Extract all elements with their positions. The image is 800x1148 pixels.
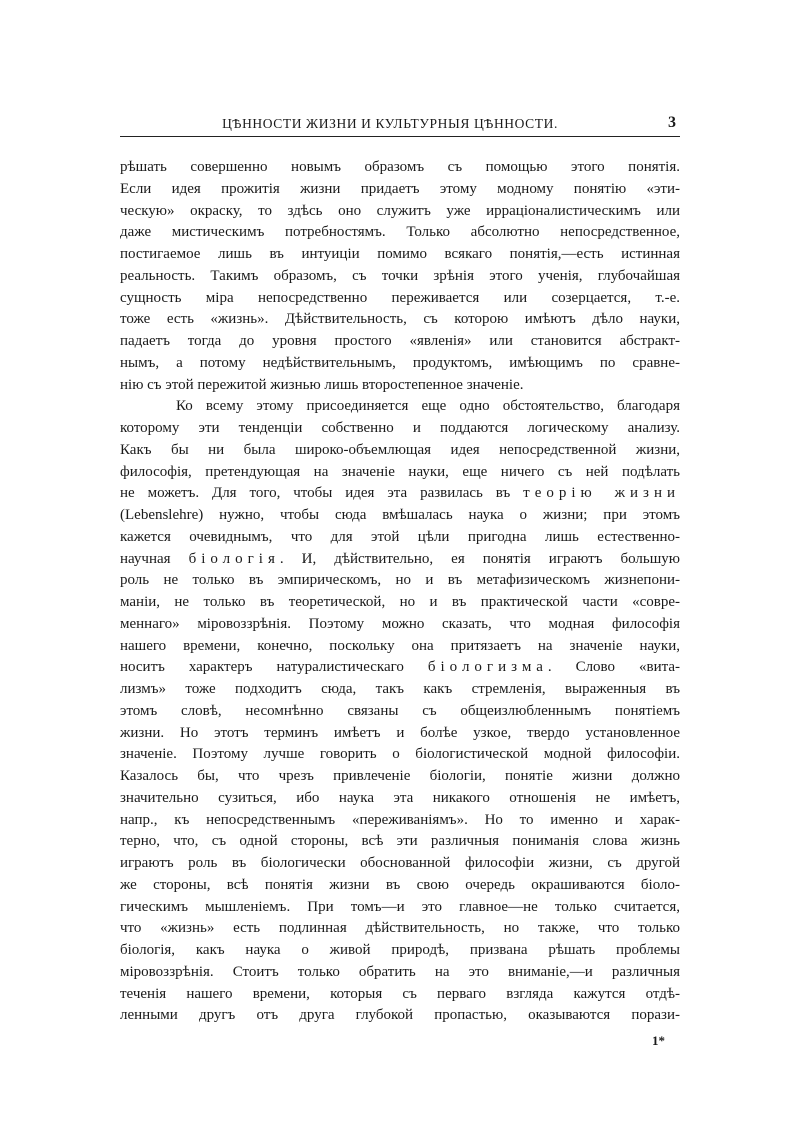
text-line (120, 201, 680, 223)
text-line (120, 723, 680, 745)
text-line (120, 766, 680, 788)
text-segment: Ко всему этому присоединяется еще одно обстоятельство, благодаря (176, 398, 680, 415)
text-line (120, 353, 680, 375)
text-line (120, 875, 680, 897)
text-segment: нашего времени, конечно, поскольку она притязаетъ на значеніе науки, (120, 637, 680, 654)
text-line (120, 592, 680, 614)
text-segment: сущность міра непосредственно переживается или созерцается, т.-е. (120, 289, 680, 306)
emphasized-text: біологизма (427, 659, 548, 676)
text-line (120, 440, 680, 462)
text-segment: роль не только въ эмпирическомъ, но и въ метафизическомъ жизнепони- (120, 572, 680, 589)
text-segment: философія, претендующая на значеніе науки, еще ничего съ ней подѣлать (120, 463, 680, 480)
text-segment: которому эти тенденціи собственно и поддаются логическому анализу. (120, 420, 680, 436)
text-line (120, 396, 680, 418)
text-line (120, 505, 680, 527)
text-line (120, 853, 680, 875)
text-segment: играютъ роль въ біологически обоснованной философіи жизни, съ другой (120, 855, 680, 871)
text-line (120, 483, 680, 505)
text-segment: Казалось бы, что чрезъ привлеченіе біологіи, понятіе жизни должно (120, 768, 680, 784)
text-line (120, 1005, 680, 1027)
text-line (120, 918, 680, 940)
text-line (120, 244, 680, 266)
text-segment: теченія нашего времени, которыя съ перваго взгляда кажутся отдѣ- (120, 985, 680, 1002)
text-segment: жизни. Но этотъ терминъ имѣетъ и болѣе узкое, твердо установленное (120, 724, 680, 741)
text-segment: . И, дѣйствительно, ея понятія играютъ большую (279, 550, 680, 567)
text-segment: ленными другъ отъ друга глубокой пропастью, оказываются порази- (120, 1007, 680, 1024)
paragraph (120, 157, 680, 396)
text-segment: значительно сузиться, ибо наука эта никакого отношенія не имѣетъ, (120, 789, 680, 806)
signature-mark: 1* (652, 1033, 665, 1048)
text-line (120, 636, 680, 658)
text-line (120, 657, 680, 679)
text-segment: тоже есть «жизнь». Дѣйствительность, съ которою имѣютъ дѣло науки, (120, 311, 680, 328)
text-segment: нымъ, а потому недѣйствительнымъ, продуктомъ, имѣющимъ по сравне- (120, 354, 680, 371)
text-line (120, 462, 680, 484)
text-line (120, 179, 680, 201)
text-segment: не можетъ. Для того, чтобы идея эта развилась въ (120, 485, 524, 502)
text-segment: же стороны, всѣ понятія жизни въ свою очередь окрашиваются біоло- (120, 876, 680, 893)
text-segment: біологія, какъ наука о живой природѣ, призвана рѣшать проблемы (120, 942, 680, 958)
running-header (120, 116, 680, 138)
text-line (120, 222, 680, 244)
text-segment: постигаемое лишь въ интуиціи помимо всякаго понятія,—есть истинная (120, 246, 680, 262)
text-segment: носитъ характеръ натуралистическаго (120, 659, 428, 676)
text-segment: даже мистическимъ потребностямъ. Только абсолютно непосредственное, (120, 224, 680, 241)
text-line (120, 288, 680, 310)
text-line (120, 679, 680, 701)
text-line (120, 788, 680, 810)
text-segment: . Слово «вита- (547, 659, 680, 676)
text-line (120, 984, 680, 1006)
text-line (120, 331, 680, 353)
text-segment: реальность. Такимъ образомъ, съ точки зрѣнія этого ученія, глубочайшая (120, 267, 680, 284)
text-segment: напр., къ непосредственнымъ «переживаніямъ». Но то именно и харак- (120, 811, 680, 828)
text-segment: міровоззрѣнія. Стоитъ только обратить на это вниманіе,—и различныя (120, 963, 680, 980)
text-segment: значеніе. Поэтому лучше говорить о біологистической модной философіи. (120, 746, 680, 763)
text-line (120, 810, 680, 832)
text-segment: Если идея прожитія жизни придаетъ этому модному понятію «эти- (120, 180, 680, 197)
header-rule (120, 136, 680, 137)
body-text (120, 157, 680, 1027)
text-line (120, 897, 680, 919)
text-segment: падаетъ тогда до уровня простого «явленія» или становится абстракт- (120, 333, 680, 349)
text-line (120, 962, 680, 984)
text-segment: нію съ этой пережитой жизнью лишь второстепенное значеніе. (120, 376, 524, 393)
text-line (120, 527, 680, 549)
text-segment: гическимъ мышленіемъ. При томъ—и это главное—не только считается, (120, 898, 680, 915)
text-line (120, 744, 680, 766)
text-line (120, 940, 680, 962)
text-segment: маніи, не только въ теоретической, но и въ практической части «совре- (120, 594, 680, 610)
text-segment: что «жизнь» есть подлинная дѣйствительность, но также, что только (120, 920, 680, 937)
emphasized-text: біологія (188, 550, 280, 567)
text-line (120, 614, 680, 636)
text-segment: ческую» окраску, то здѣсь оно служитъ уже ирраціоналистическимъ или (120, 202, 680, 219)
emphasized-text: теорію жизни (523, 485, 681, 502)
text-segment: терно, что, съ одной стороны, всѣ эти различныя пониманія слова жизнь (120, 833, 680, 850)
text-line (120, 157, 680, 179)
text-segment: (Lebenslehre) нужно, чтобы сюда вмѣшалась наука о жизни; при этомъ (120, 507, 680, 523)
text-line (120, 266, 680, 288)
text-line (120, 701, 680, 723)
page-number: 3 (668, 114, 676, 131)
text-line (120, 570, 680, 592)
text-segment: научная (120, 550, 189, 567)
text-line (120, 375, 680, 397)
text-segment: этомъ словѣ, несомнѣнно связаны съ общеизлюбленнымъ понятіемъ (120, 702, 680, 719)
text-line (120, 309, 680, 331)
text-line (120, 418, 680, 440)
text-segment: меннаго» міровоззрѣнія. Поэтому можно сказать, что модная философія (120, 615, 680, 632)
text-line (120, 549, 680, 571)
text-segment: Какъ бы ни была широко-объемлющая идея непосредственной жизни, (120, 441, 680, 458)
text-segment: лизмъ» тоже подходитъ сюда, такъ какъ стремленія, выраженныя въ (120, 681, 680, 697)
text-line (120, 831, 680, 853)
text-segment: кажется очевиднымъ, что для этой цѣли пригодна лишь естественно- (120, 528, 680, 545)
paragraph (120, 396, 680, 1027)
running-title: ЦѢННОСТИ ЖИЗНИ И КУЛЬТУРНЫЯ ЦѢННОСТИ. (222, 116, 558, 131)
text-segment: рѣшать совершенно новымъ образомъ съ помощью этого понятія. (120, 159, 680, 175)
